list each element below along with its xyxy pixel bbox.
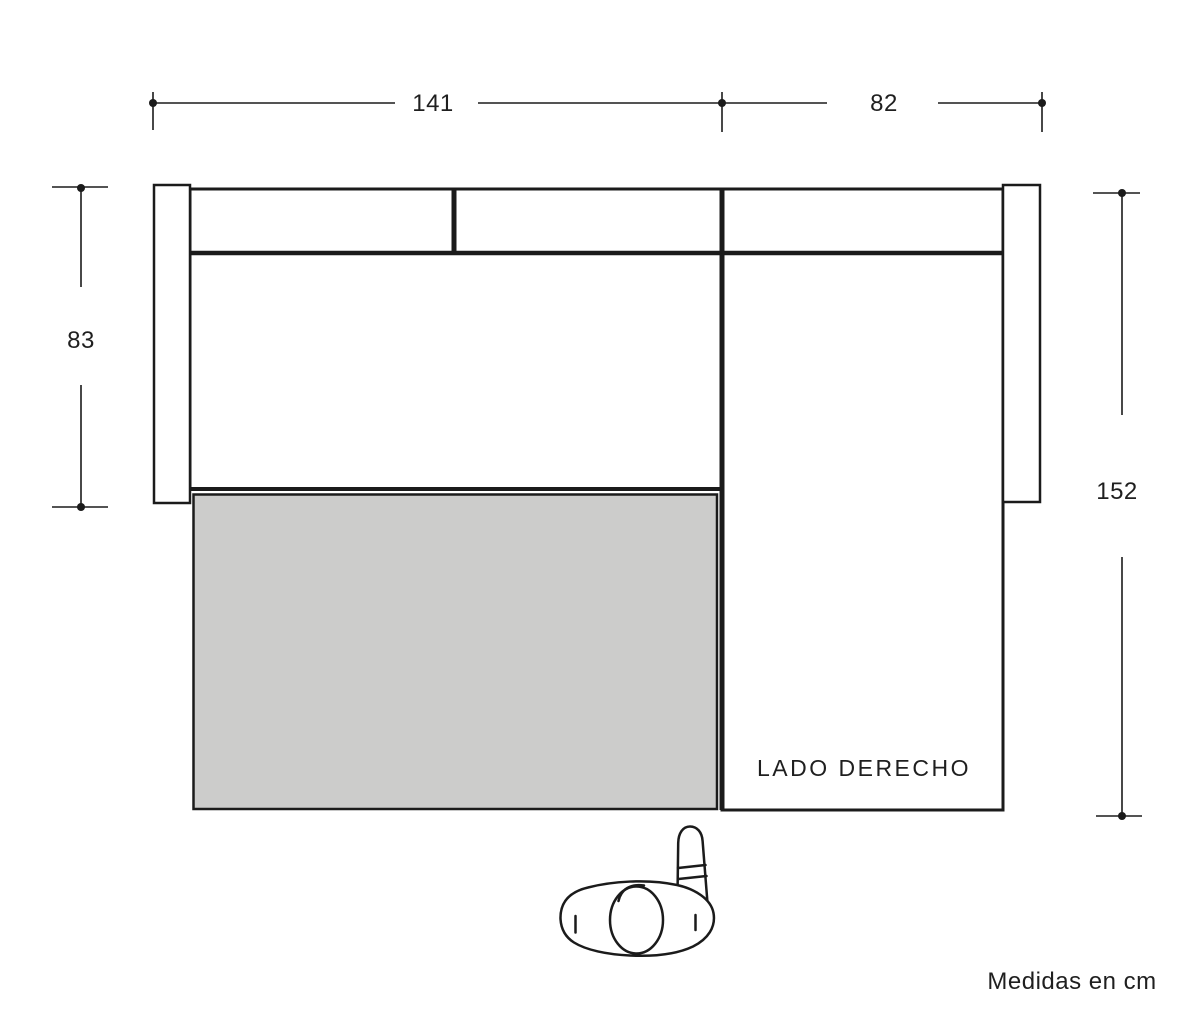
seat-width-dim-label: 141 [412, 90, 454, 117]
dim-dot [1118, 189, 1126, 197]
seat-depth-dim-label: 83 [67, 327, 95, 354]
dim-dot [1038, 99, 1046, 107]
dim-dot [77, 184, 85, 192]
right-side-label: LADO DERECHO [756, 755, 972, 781]
dim-dot [1118, 812, 1126, 820]
dim-dot [77, 503, 85, 511]
pullout-bed [194, 495, 718, 810]
right-armrest [1003, 185, 1040, 502]
left-armrest [154, 185, 190, 503]
chaise-depth-dim-label: 152 [1096, 478, 1138, 505]
chaise-width-dim-label: 82 [870, 90, 898, 117]
person-top-view-icon [560, 827, 713, 956]
dim-dot [718, 99, 726, 107]
top-dimension-line [149, 92, 1046, 132]
units-note: Medidas en cm [987, 968, 1157, 995]
dim-dot [149, 99, 157, 107]
